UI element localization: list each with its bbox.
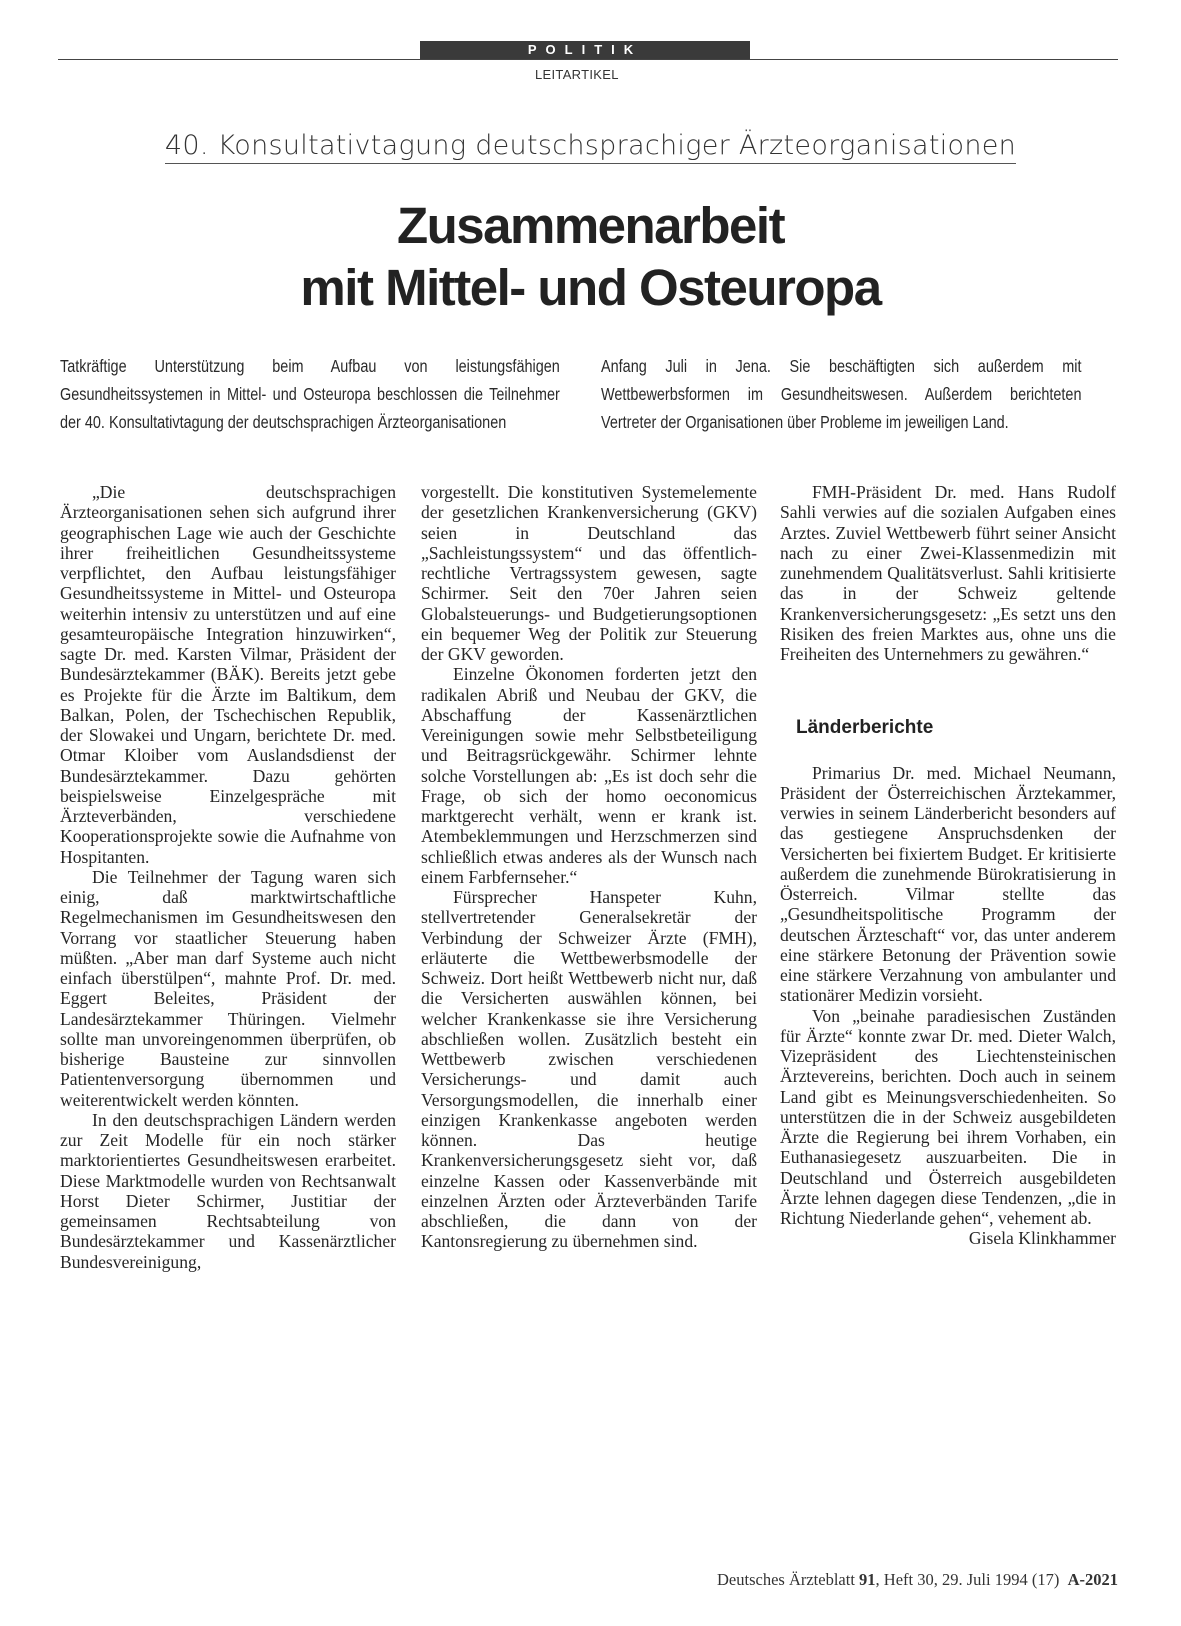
- page-footer: [717, 1570, 1118, 1590]
- text-column-3: [780, 482, 1116, 1249]
- headline-line-2: mit Mittel- und Osteuropa: [300, 259, 881, 316]
- author-signature: Gisela Klinkhammer: [968, 1228, 1116, 1249]
- section-label: POLITIK: [420, 41, 750, 59]
- subsection-label: LEITARTIKEL: [535, 67, 619, 82]
- article-headline: [0, 195, 1181, 319]
- paragraph: In den deutschsprachigen Ländern werden zur Zeit Modelle für ein noch stärker marktorientiertes Gesundheitswesen erarbeitet. Diese Marktmodelle wurden von Rechtsanwalt Horst Dieter Schirmer, Justitiar der gemeinsamen Rechtsabteilung von Bundesärztekammer und Kassenärztlicher Bundesvereinigung,: [60, 1109, 396, 1272]
- paragraph: Einzelne Ökonomen forderten jetzt den radikalen Abriß und Neubau der GKV, die Abschaffung der Kassenärztlichen Vereinigungen sowie mehr Selbstbeteiligung und Beitragsrückgewähr. Schirmer lehnte solche Vorstellungen ab: „Es ist doch sehr die Frage, ob sich der homo oeconomicus marktgerecht verhält, wenn er krank ist. Atembeklemmungen und Herzschmerzen sind schließlich etwas anderes als der Wunsch nach einem Farbfernseher.“: [421, 664, 757, 887]
- volume-number: 91: [859, 1570, 876, 1589]
- paragraph: FMH-Präsident Dr. med. Hans Rudolf Sahli verwies auf die sozialen Aufgaben eines Arztes. Zuviel Wettbewerb führt seiner Ansicht nach zu einer Zwei-Klassenmedizin mit zunehmendem Qualitätsverlust. Sahli kritisierte das in der Schweiz geltende Krankenversicherungsgesetz: „Es setzt uns den Risiken des freien Marktes aus, ohne uns die Freiheiten des Unternehmers zu gewähren.“: [780, 482, 1116, 664]
- subheading-laenderberichte: Länderberichte: [796, 717, 934, 739]
- publication-name: Deutsches Ärzteblatt: [717, 1570, 855, 1589]
- page-number: A-2021: [1067, 1570, 1118, 1589]
- paragraph: Primarius Dr. med. Michael Neumann, Präsident der Österreichischen Ärztekammer, verwies in seinem Länderbericht besonders auf das gestiegene Anspruchsdenken der Versicherten bei fixiertem Budget. Er kritisierte außerdem die zunehmende Bürokratisierung in Österreich. Vilmar stellte das „Gesundheitspolitische Programm der deutschen Ärzteschaft“ vor, das unter anderem eine stärkere Betonung der Prävention sowie eine stärkere Verzahnung von ambulanter und stationärer Medizin vorsieht.: [780, 762, 1116, 1006]
- paragraph: vorgestellt. Die konstitutiven Systemelemente der gesetzlichen Krankenversicherung (GKV) seien in Deutschland das „Sachleistungssystem“ und das öffentlich-rechtliche Vertragssystem gewesen, sagte Schirmer. Seit den 70er Jahren seien Globalsteuerungs- und Budgetierungsoptionen ein bequemer Weg der Politik zur Steuerung der GKV geworden.: [421, 482, 757, 664]
- issue-info: , Heft 30, 29. Juli 1994 (17): [875, 1570, 1060, 1589]
- text-column-1: [60, 482, 396, 1272]
- lead-paragraph-part-1: Tatkräftige Unterstützung beim Aufbau von leistungsfähigen Gesundheitssystemen in Mittel- und Osteuropa beschlossen die Teilnehmer der 40. Konsultativtagung der deutschsprachigen Ärzteorganisationen: [60, 356, 560, 432]
- paragraph: „Die deutschsprachigen Ärzteorganisationen sehen sich aufgrund ihrer geographischen Lage wie auch der Geschichte ihrer freiheitlichen Gesundheitssysteme verpflichtet, den Aufbau leistungsfähiger Gesundheitssysteme in Mittel- und Osteuropa weiterhin intensiv zu unterstützen und auf eine gesamteuropäische Integration hinzuwirken“, sagte Dr. med. Karsten Vilmar, Präsident der Bundesärztekammer (BÄK). Bereits jetzt gebe es Projekte für die Ärzte im Baltikum, dem Balkan, Polen, der Tschechischen Republik, der Slowakei und Ungarn, berichtete Dr. med. Otmar Kloiber vom Auslandsdienst der Bundesärztekammer. Dazu gehörten beispielsweise Einzelgespräche mit Ärzteverbänden, verschiedene Kooperationsprojekte sowie die Aufnahme von Hospitanten.: [60, 482, 396, 867]
- headline-line-1: Zusammenarbeit: [396, 197, 785, 254]
- lead-paragraph-part-2: Anfang Juli in Jena. Sie beschäftigten sich außerdem mit Wettbewerbsformen im Gesundheitswesen. Außerdem berichteten Vertreter der Organisationen über Probleme im jeweiligen Land.: [601, 356, 1082, 432]
- paragraph: Die Teilnehmer der Tagung waren sich einig, daß marktwirtschaftliche Regelmechanismen im Gesundheitswesen den Vorrang vor staatlicher Steuerung haben müßten. „Aber man darf Systeme auch nicht einfach überstülpen“, mahnte Prof. Dr. med. Eggert Beleites, Präsident der Landesärztekammer Thüringen. Vielmehr sollte man unvoreingenommen überprüfen, ob bisherige Bausteine zur sinnvollen Patientenversorgung übernommen und weiterentwickelt werden könnten.: [60, 866, 396, 1110]
- paragraph: Von „beinahe paradiesischen Zuständen für Ärzte“ konnte zwar Dr. med. Dieter Walch, Vizepräsident des Liechtensteinischen Ärztevereins, berichten. Doch auch in seinem Land gibt es Meinungsverschiedenheiten. So unterstützen die in der Schweiz ausgebildeten Ärzte die Regierung bei ihrem Vorhaben, ein Euthanasiegesetz auszuarbeiten. Die in Deutschland und Österreich ausgebildeten Ärzte lehnen dagegen diese Tendenzen, „die in Richtung Niederlande gehen“, vehement ab.: [780, 1005, 1116, 1228]
- article-kicker: [0, 130, 1181, 161]
- header-rule: [58, 59, 1118, 60]
- article-kicker-text: 40. Konsultativtagung deutschsprachiger Ärzteorganisationen: [165, 130, 1016, 164]
- text-column-2: [421, 482, 757, 1252]
- paragraph: Fürsprecher Hanspeter Kuhn, stellvertretender Generalsekretär der Verbindung der Schweizer Ärzte (FMH), erläuterte die Wettbewerbsmodelle der Schweiz. Dort heißt Wettbewerb nicht nur, daß die Versicherten auswählen können, bei welcher Krankenkasse sie ihre Versicherung abschließen wollen. Zusätzlich besteht ein Wettbewerb zwischen verschiedenen Versicherungs- und damit auch Versorgungsmodellen, die innerhalb einer einzigen Krankenkasse angeboten werden können. Das heutige Krankenversicherungsgesetz sieht vor, daß einzelne Kassen oder Kassenverbände mit einzelnen Ärzten oder Ärzteverbänden Tarife abschließen, die dann von der Kantonsregierung zu übernehmen sind.: [421, 887, 757, 1252]
